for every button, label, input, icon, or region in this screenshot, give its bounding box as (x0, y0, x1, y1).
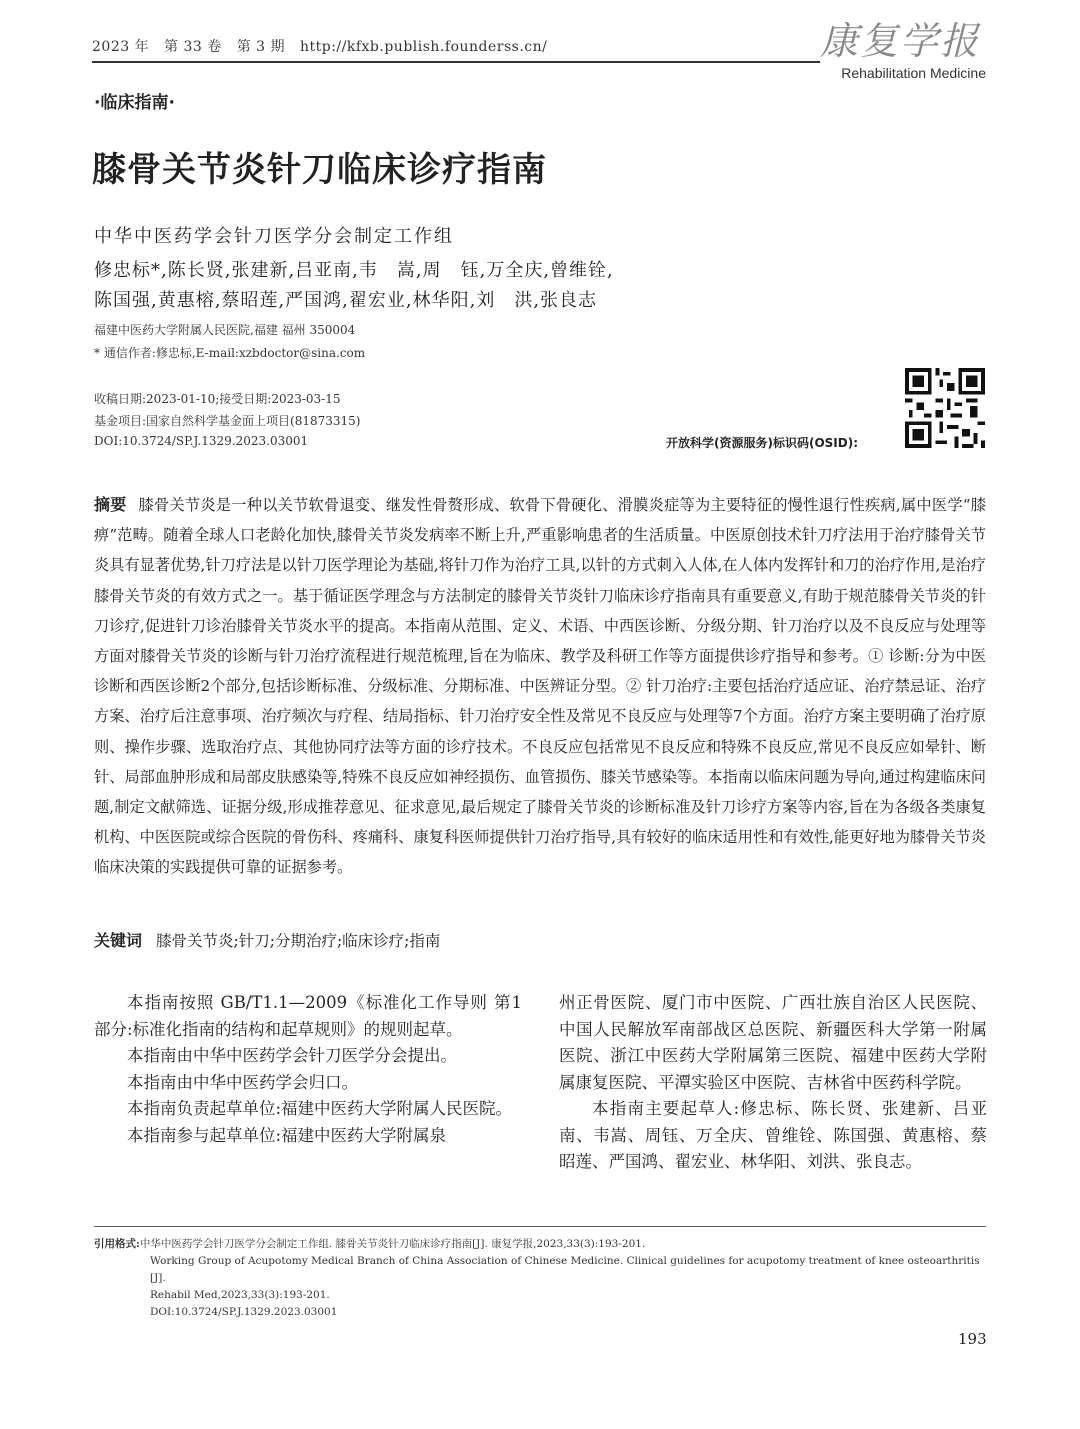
body-paragraph: 本指南主要起草人:修忠标、陈长贤、张建新、吕亚南、韦嵩、周钰、万全庆、曾维铨、陈国强、黄惠榕、蔡昭莲、严国鸿、翟宏业、林华阳、刘洪、张良志。 (559, 1099, 987, 1171)
affiliation: 福建中医药大学附属人民医院,福建 福州 350004 (94, 323, 356, 337)
keywords-text: 膝骨关节炎;针刀;分期治疗;临床诊疗;指南 (156, 932, 441, 950)
author-list-line-2: 陈国强,黄惠榕,蔡昭莲,严国鸿,翟宏业,林华阳,刘 洪,张良志 (94, 290, 598, 311)
body-column-left (94, 990, 522, 1149)
body-paragraph: 本指南负责起草单位:福建中医药大学附属人民医院。 (127, 1099, 513, 1118)
doi: DOI:10.3724/SP.J.1329.2023.03001 (94, 434, 309, 448)
journal-name-en: Rehabilitation Medicine (841, 65, 986, 81)
header-issue: 第 3 期 (236, 39, 286, 55)
citation-label: 引用格式: (94, 1238, 140, 1250)
header-year: 2023 年 (92, 39, 150, 55)
citation-doi: DOI:10.3724/SP.J.1329.2023.03001 (150, 1306, 338, 1318)
funding: 基金项目:国家自然科学基金面上项目(81873315) (94, 414, 361, 428)
citation-cn: 中华中医药学会针刀医学分会制定工作组. 膝骨关节炎针刀临床诊疗指南[J]. 康复学报,2023,33(3):193-201. (139, 1238, 646, 1250)
author-list-line-1: 修忠标*,陈长贤,张建新,吕亚南,韦 嵩,周 钰,万全庆,曾维铨, (94, 260, 614, 281)
body-paragraph: 本指南由中华中医药学会针刀医学分会提出。 (127, 1046, 457, 1065)
keywords (94, 928, 440, 951)
keywords-label: 关键词 (94, 931, 143, 950)
journal-logo: 康复学报 (819, 19, 980, 63)
article-title: 膝骨关节炎针刀临床诊疗指南 (92, 150, 547, 190)
body-paragraph: 州正骨医院、厦门市中医院、广西壮族自治区人民医院、中国人民解放军南部战区总医院、新疆医科大学第一附属医院、浙江中医药大学附属第三医院、福建中医药大学附属康复医院、平潭实验区中医院、吉林省中医药科学院。 (559, 993, 987, 1092)
osid-label: 开放科学(资源服务)标识码(OSID): (666, 436, 859, 450)
abstract (94, 490, 986, 883)
citation-divider (94, 1226, 986, 1227)
body-paragraph: 本指南参与起草单位:福建中医药大学附属泉 (127, 1125, 447, 1145)
citation-en-1: Working Group of Acupotomy Medical Branch of China Association of Chinese Medicine. Clinical guidelines for acupotomy treatment of knee osteoarthritis [J]. (150, 1255, 980, 1284)
abstract-label: 摘要 (94, 495, 127, 514)
header-volume: 第 33 卷 (164, 39, 222, 55)
section-tag: ·临床指南· (94, 93, 175, 113)
abstract-text: 膝骨关节炎是一种以关节软骨退变、继发性骨赘形成、软骨下骨硬化、滑膜炎症等为主要特征的慢性退行性疾病,属中医学“膝痹”范畴。随着全球人口老龄化加快,膝骨关节炎发病率不断上升,严重影响患者的生活质量。中医原创技术针刀疗法用于治疗膝骨关节炎具有显著优势,针刀疗法是以针刀医学理论为基础,将针刀作为治疗工具,以针的方式刺入人体,在人体内发挥针和刀的治疗作用,是治疗膝骨关节炎的有效方式之一。基于循证医学理念与方法制定的膝骨关节炎针刀临床诊疗指南具有重要意义,有助于规范膝骨关节炎的针刀诊疗,促进针刀诊治膝骨关节炎水平的提高。本指南从范围、定义、术语、中西医诊断、分级分期、针刀治疗以及不良反应与处理等方面对膝骨关节炎的诊断与针刀治疗流程进行规范梳理,旨在为临床、教学及科研工作等方面提供诊疗指导和参考。① 诊断:分为中医诊断和西医诊断2个部分,包括诊断标准、分级标准、分期标准、中医辨证分型。② 针刀治疗:主要包括治疗适应证、治疗禁忌证、治疗方案、治疗后注意事项、治疗频次与疗程、结局指标、针刀治疗安全性及常见不良反应与处理等7个方面。治疗方案主要明确了治疗原则、操作步骤、选取治疗点、其他协同疗法等方面的诊疗技术。不良反应包括常见不良反应和特殊不良反应,常见不良反应如晕针、断针、局部血肿形成和局部皮肤感染等,特殊不良反应如神经损伤、血管损伤、膝关节感染等。本指南以临床问题为导向,通过构建临床问题,制定文献筛选、证据分级,形成推荐意见、征求意见,最后规定了膝骨关节炎的诊断标准及针刀诊疗方案等内容,旨在为各级各类康复机构、中医医院或综合医院的骨伤科、疼痛科、康复科医师提供针刀治疗指导,具有较好的临床适用性和有效性,能更好地为膝骨关节炎临床决策的实践提供可靠的证据参考。 (94, 496, 986, 877)
citation-en-2: Rehabil Med,2023,33(3):193-201. (150, 1289, 330, 1301)
author-organization: 中华中医药学会针刀医学分会制定工作组 (94, 226, 454, 247)
header-url[interactable]: http://kfxb.publish.founderss.cn/ (299, 39, 548, 55)
header-divider (92, 61, 820, 63)
received-accepted-dates: 收稿日期:2023-01-10;接受日期:2023-03-15 (94, 392, 341, 406)
body-column-right (559, 990, 987, 1176)
running-header (92, 36, 557, 56)
body-paragraph: 本指南由中华中医药学会归口。 (127, 1072, 358, 1092)
body-paragraph: 本指南按照 GB/T1.1—2009《标准化工作导则 第1部分:标准化指南的结构和起草规则》的规则起草。 (94, 993, 522, 1039)
corresponding-author: * 通信作者:修忠标,E-mail:xzbdoctor@sina.com (94, 346, 366, 360)
citation-format (94, 1236, 986, 1321)
page-number: 193 (958, 1330, 987, 1348)
qr-code-icon[interactable] (905, 368, 985, 448)
